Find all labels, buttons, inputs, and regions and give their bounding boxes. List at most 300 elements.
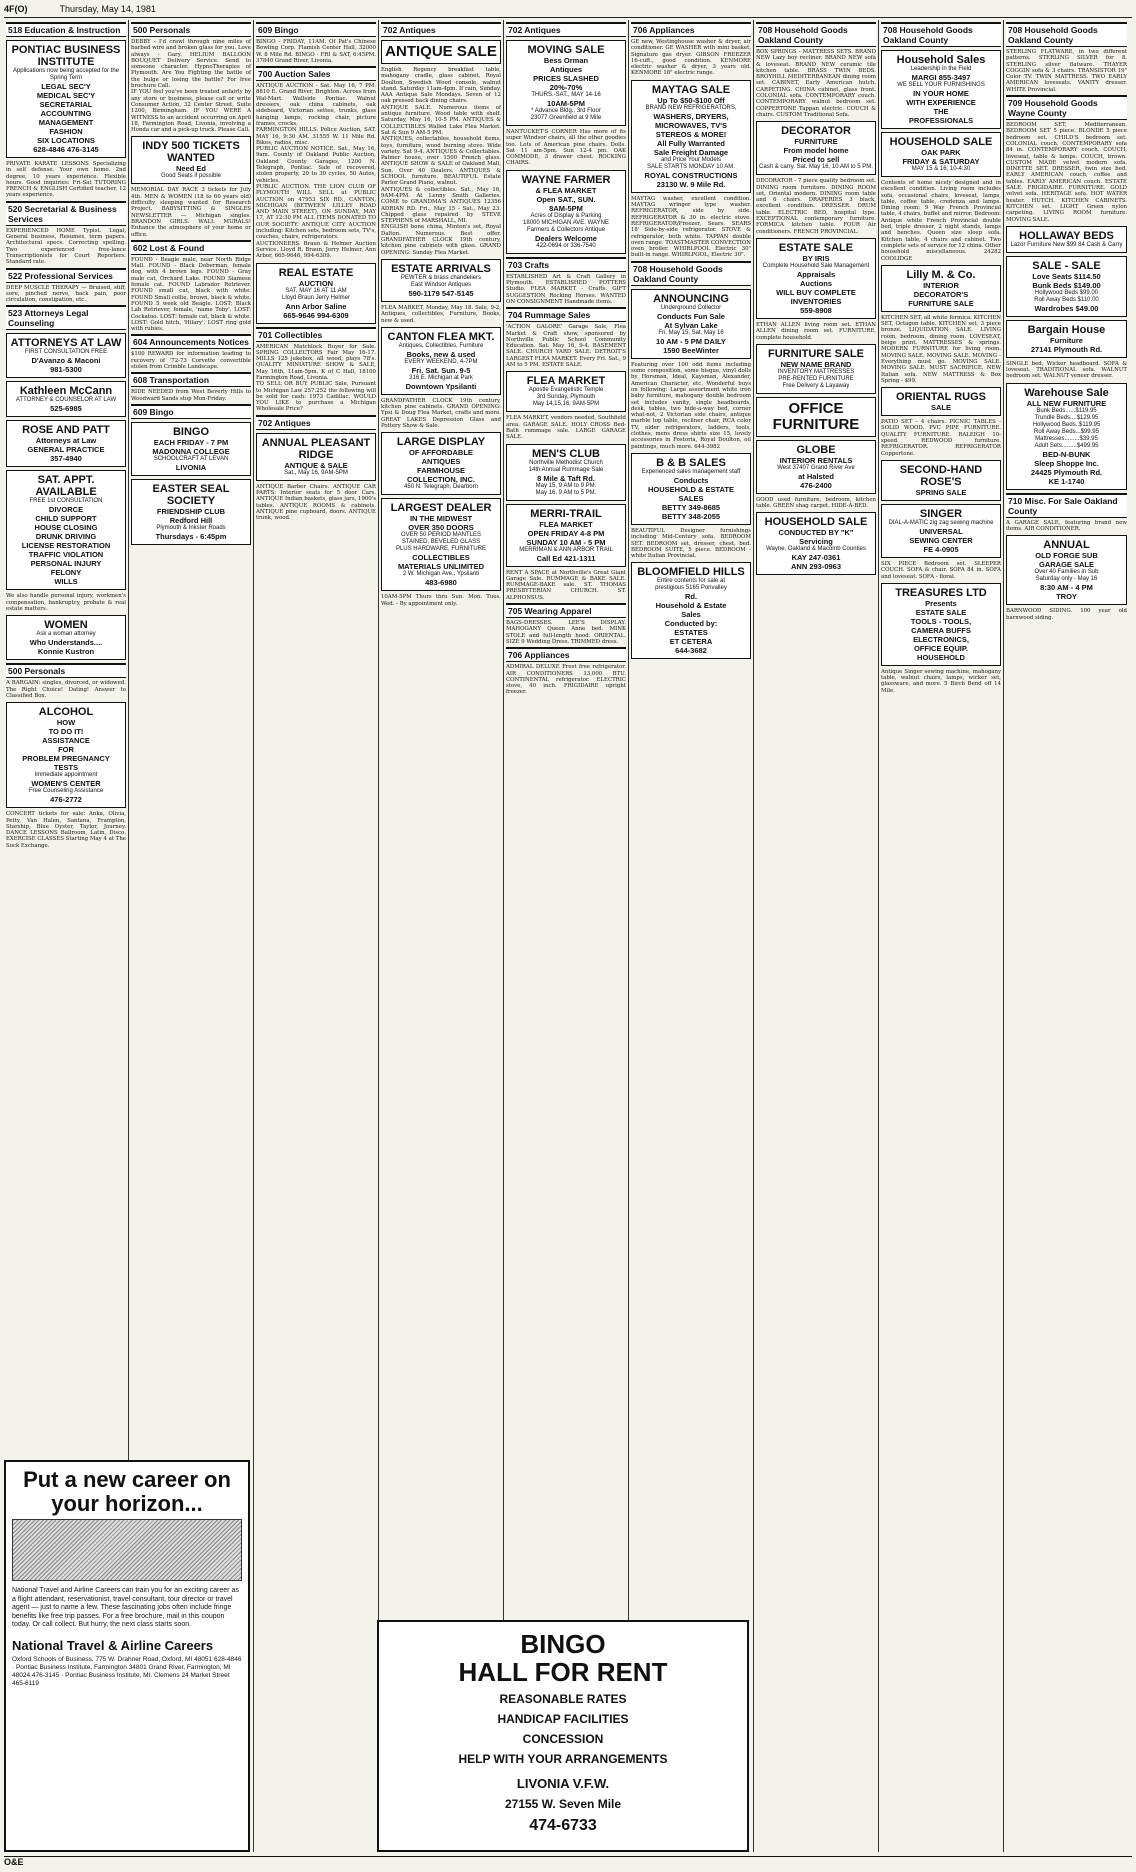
ad-line: FREE 1st CONSULTATION	[29, 498, 103, 505]
ad-line: COLLECTION, INC.	[407, 475, 475, 485]
section-heading: 710 Misc. For Sale Oakland County	[1006, 493, 1127, 518]
ad-line: WOMEN'S CENTER	[31, 779, 101, 789]
ad-line: Experienced sales management staff	[641, 468, 741, 475]
ad-line: MATERIALS UNLIMITED	[397, 562, 485, 572]
ad-line: 23130 W. 9 Mile Rd.	[656, 179, 726, 189]
classified-listing: EXPERIENCED HOME Typist. Legal, General business, Resumes, term papers. Architectural specs. Correcting spelling. Two experienced free-lance Transcriptionists for Court Reporters. Standard rate.	[6, 227, 126, 266]
ad-line: ROYAL CONSTRUCTIONS	[644, 170, 738, 180]
display-ad	[631, 80, 751, 193]
ad-headline: BINGO	[172, 425, 210, 438]
classified-column	[379, 20, 504, 1852]
section-heading: 604 Announcements Notices	[131, 334, 251, 349]
section-heading: 708 Household Goods Oakland County	[881, 22, 1001, 47]
ad-line: FRIDAY & SATURDAY	[902, 157, 980, 166]
ad-headline: ANTIQUE SALE	[385, 43, 497, 60]
ad-line: Furniture	[1050, 335, 1083, 345]
ad-line: KE 1-1740	[1048, 476, 1085, 486]
ad-line: EACH FRIDAY - 7 PM	[153, 437, 229, 447]
ad-line: Conducts	[673, 475, 709, 485]
ad-line: Bunk Beds $149.00	[1032, 280, 1101, 290]
ad-line: ESTATE SALE	[915, 607, 967, 617]
ad-line: CHILD SUPPORT	[35, 514, 97, 524]
ad-line: Immediate appointment	[34, 772, 98, 779]
display-ad	[381, 498, 501, 591]
ad-line: Lloyd Braun Jerry Helmer	[281, 294, 351, 301]
ad-line: Fri. Sat. Sun. 9-5	[411, 365, 471, 375]
ad-line: BETTY 349-8685	[661, 502, 721, 512]
ad-headline: ROSE AND PATT	[22, 424, 110, 437]
display-ad	[756, 440, 876, 494]
ad-line: D'Avanzo & Maconi	[31, 356, 101, 366]
ad-headline: LARGE DISPLAY	[396, 436, 486, 449]
section-heading: 709 Household Goods Wayne County	[1006, 95, 1127, 120]
ad-headline: HOUSEHOLD SALE	[764, 516, 868, 529]
classified-listing: $100 REWARD for information leading to recovery of '72-73 Corvette convertible stolen from Crimble Landscape.	[131, 351, 251, 370]
display-ad	[381, 432, 501, 495]
ad-line: LICENSE RESTORATION	[21, 541, 111, 551]
ad-line: From model home	[783, 146, 849, 156]
ad-headline: WOMEN	[44, 619, 88, 632]
ad-line: Servicing	[799, 537, 833, 547]
ad-line: 1590 BeeWinter	[663, 345, 719, 355]
classified-listing: BOX SPRINGS - MATTRESS SETS. BRAND NEW Lazy boy recliner. BRAND NEW sofa & loveseat. BRAND NEW ceramic tile kitchen table. BRASS TWIN BEDS. BROYHILL MEDITERRANEAN dining room set. CABINET, Early American hutch. CARPETING. CHINA cabinet, glass front. COLONIAL sofa. CONTEMPORARY couch. CONTEMPORARY walnut bedroom set. COPPERTONE Tappan electric. COUCH & chairs. CUSTOM Traditional Sofa.	[756, 49, 876, 118]
ad-line: Call Ed 421-1311	[536, 553, 596, 563]
classified-listing: BINGO - FRIDAY, 11AM. Of Pat's Chinese Bowling Corp. Flamish Center Hall, 32000 W. 8 Mile Rd. BINGO - FRI & SAT, 6:45PM. 37840 Grand River, Livonia.	[256, 39, 376, 64]
ad-line: 27141 Plymouth Rd.	[1030, 344, 1103, 354]
classified-listing: RENT A SPACE at Northville's Great Giant Garage Sale. RUMMAGE & BAKE SALE. RUMMAGE-BAKE sale. ST. THOMAS PRESBYTERIAN CHURCH. ST. ALPHONSUS.	[506, 569, 626, 601]
ad-line: Adult Sets.........$499.95	[1034, 442, 1099, 449]
ad-line: * Advance Bldg., 3rd Floor	[531, 108, 601, 114]
ad-line: SIX LOCATIONS	[37, 136, 95, 145]
ad-line: 357-4940	[50, 454, 82, 464]
ad-line: West 37407 Grand River Ave	[777, 464, 855, 471]
ad-headline: SALE - SALE	[1032, 259, 1101, 272]
classified-listing: Featuring over 100 odd items including some composition, some bisque, vinyl dolls by Horsman, Ideal, Kaysman, Alexander, American Character, etc. Wonderful buys on following: Large assortment white iron baby furniture, mahogany double bedroom set includes vanity, single headboards, desk, tables, two hide-a-way bed, corner what-not, 2 Victorian side chairs, antique marble top table, recliner chair, RCA color TV, older refrigerators, ladders, tools, clothes, mens dress shirts size 15, lovely accessories in Fostoria, Royal Doulton, oil paintings, much more. 644-3982	[631, 361, 751, 450]
ad-line: Trundle Beds....$129.95	[1034, 414, 1099, 421]
display-ad	[381, 259, 501, 302]
ad-line: SCHOOLCRAFT AT LEVAN	[153, 455, 229, 462]
ad-line: HOUSEHOLD & ESTATE	[648, 484, 734, 494]
ad-line: 450 N. Telegraph, Dearborn	[404, 484, 478, 491]
ad-line: 8AM-5PM	[549, 203, 583, 213]
ad-line: Lazor Furniture New $99 84 Cash & Carry	[1010, 241, 1123, 248]
section-heading: 500 Personals	[6, 663, 126, 678]
ad-headline: MERRI-TRAIL	[530, 507, 602, 520]
ad-line: TRAFFIC VIOLATION	[28, 550, 104, 560]
display-ad	[881, 460, 1001, 501]
section-heading: 523 Attorneys Legal Counseling	[6, 305, 126, 330]
ad-line: PERSONAL INJURY	[30, 559, 102, 569]
ad-line: East Windsor Antiques	[410, 281, 472, 288]
bingo-hall-title: HALL FOR RENT	[458, 1657, 668, 1687]
ad-line: ALL NEW FURNITURE	[1026, 398, 1107, 408]
classified-listing: RIDE NEEDED from West Beverly Hills to Woodward Sands stop Mon-Friday.	[131, 389, 251, 402]
ad-headline: Warehouse Sale	[1024, 386, 1109, 399]
ad-line: ATTORNEY & COUNSELOR AT LAW	[15, 397, 117, 404]
display-ad	[506, 371, 626, 412]
ad-line: Antiques, Collectibles, Furniture	[398, 342, 484, 349]
ad-headline: ESTATE ARRIVALS	[391, 262, 491, 275]
ad-line: OVER 350 DOORS	[408, 523, 474, 533]
ad-line: 981-5300	[50, 365, 82, 375]
classified-listing: NANTUCKET'S CORNER Has more of its super Windsor chairs, all the other goodies too. Lots of American pine chairs. Dolls. Sat 11 am-5pm. Sun 12-4 pm. OAK COMMODE, 3 drawer chest. ROCKING CHAIRS.	[506, 129, 626, 167]
classified-listing: PATIO SET - 4 chairs. PICNIC TABLES - SOLID WOOD. PVC PIPE FURNITURE. QUALITY FURNITURE. RALEIGH 10-speed. REDWOOD furniture. REFRIGERATOR. REFRIGERATOR Coppertone.	[881, 419, 1001, 457]
ad-line: 23077 Greenfield at 9 Mile	[530, 115, 602, 121]
display-ad	[1006, 383, 1127, 490]
ad-line: Appraisals	[796, 269, 836, 279]
ad-headline: REAL ESTATE	[278, 266, 354, 279]
ad-line: 628-4846 476-3145	[33, 145, 99, 154]
ad-line: KAY 247-0361	[791, 553, 841, 563]
classified-listing: KITCHEN SET, all white formica. KITCHEN SET, Octagon table. KITCHEN set, 3 piece bronze. LIQUIDATION SALE. LIVING room, bedroom, dining room. LOVESEAT, beige print. MATTRESSES & springs. MODERN FURNITURE for living room. MOVING SALE. MOVING SALE. MOVING - Everything must go. MOVING SALE. MOVING SALE. MUST SACRIFICE. NEW Italian sofa. NEW MATTRESS & Box Spring - $99.	[881, 314, 1001, 384]
display-ad	[881, 132, 1001, 177]
display-ad	[506, 40, 626, 126]
classified-listing: BAGS-DRESSES. LEE'S DISPLAY. MAHOGANY Queen Anne bed. MINK STOLE and full-length hood. ORIENTAL. SIZE 9 Wedding Dress. TRIMMED dress.	[506, 620, 626, 645]
ad-line: Attorneys at Law	[35, 436, 97, 446]
section-heading: 703 Crafts	[506, 257, 626, 272]
ad-line: HOW	[56, 718, 76, 728]
classified-column	[254, 20, 379, 1852]
display-ad	[881, 265, 1001, 312]
ad-line: 18000 MICHIGAN AVE. WAYNE	[523, 219, 609, 226]
ad-line: Wayne, Oakland & Macomb Counties	[766, 546, 866, 553]
section-heading: 609 Bingo	[131, 404, 251, 419]
ad-line: FRIENDSHIP CLUB	[156, 506, 226, 516]
ad-line: BETTY 348-2055	[661, 511, 721, 521]
display-ad	[756, 121, 876, 175]
ad-line: STEREOS & MORE!	[655, 129, 727, 139]
ad-line: FURNITURE	[794, 137, 838, 147]
ad-line: Fri. May 15, Sat. May 16	[658, 329, 724, 336]
classified-listing: ANTIQUE AUCTION - Sat. May 16, 7 PM. 8810 E. Grand River, Brighton. Across from Wal-Mart. Wallside Pontiac. Walnut dressers, oak china cabinets, oak sideboard, Victorian settee, trunks, glass hanging lamps, rocking chair, picture frames, crocks.	[256, 83, 376, 127]
ad-line: Leadership in the Field	[910, 66, 972, 72]
ad-line: DIAL-A-MATIC zig zag sewing machine	[888, 519, 994, 526]
ad-line: At Sylvan Lake	[664, 320, 718, 330]
ad-line: FURNITURE SALE	[908, 298, 974, 308]
ad-line: WASHERS, DRYERS,	[653, 111, 729, 121]
classified-listing: GRANDFATHER CLOCK 19th century, kitchen pine cabinets. GRAND OPENING: Ypsi & Doug Flea Market, crafts and more. GREAT LAKES Depression Glass and Pottery Show & Sale.	[381, 397, 501, 429]
classified-column	[629, 20, 754, 1852]
ad-headline: ORIENTAL RUGS	[895, 391, 987, 404]
ad-line: Who Understands....	[29, 638, 103, 648]
section-heading: 708 Household Goods Oakland County	[756, 22, 876, 47]
ad-line: STAINED, BEVELED GLASS	[401, 539, 481, 546]
classified-listing: ESTABLISHED Art & Craft Gallery in Plymouth. ESTABLISHED POTTERS Studio. FLEA MARKET - Crafts. GIFT SUGGESTION Rocking Horses. WANTED ON CONSIGNMENT Handmade items.	[506, 273, 626, 305]
display-ad	[131, 479, 251, 545]
ad-line: Roll Away Beds $110.00	[1034, 296, 1099, 303]
classified-listing: AMERICAN Matchlock Buyer for Sale. SPRING COLLECTORS Fair May 16-17. MILLS 125 jukebox, all wood, plays 78's. QUALITY MINIATURE SHOW & SALE, May 16th, 11am-5pm. K of C Hall, 18100 Farmington Road, Livonia.	[256, 343, 376, 381]
ad-line: WILL BUY COMPLETE	[776, 287, 856, 297]
classified-listing: FLEA MARKET, Monday, May 18. Sale, 9-2, Antiques, collectibles, Furniture, Books, new & used.	[381, 304, 501, 324]
ad-line: INTERIOR	[923, 280, 959, 290]
ad-line: Underground Collector	[660, 304, 722, 311]
ad-line: Sales	[681, 610, 701, 620]
ad-line: OLD FORGE SUB	[1035, 551, 1098, 561]
ad-line: Love Seats $114.50	[1032, 271, 1101, 281]
ad-headline: OFFICE FURNITURE	[772, 399, 860, 433]
ad-line: Good Seats if possible	[160, 173, 222, 180]
ad-line: May 14,15,16, 9AM-5PM	[532, 401, 600, 408]
display-ad	[1006, 256, 1127, 317]
ad-headline: PONTIAC BUSINESS INSTITUTE	[11, 44, 121, 68]
classified-listing: 'ACTION GALORE' Garage Sale, Flea Market & Craft show, sponsored by Northville Public School Community Education. Sat. May 16, 9-4. BASEMENT SALE. CHURCH YARD SALE. DETROIT'S LARGEST FLEA MARKET. Every Fri. Sat., 9 AM to 5 PM. ESTATE SALE.	[506, 324, 626, 369]
ad-line: FLEA MARKET	[539, 519, 593, 529]
issue-date: Thursday, May 14, 1981	[59, 4, 156, 14]
ad-headline: Bargain House	[1027, 323, 1106, 336]
career-ad-address: Oxford Schools of Business, 775 W. Drahner Road, Oxford, MI 48051 628-4846 · Pontiac Business Institute, Farmington 34801 Grand River, Farmington, MI 48024 476-3145 · Pontiac Business Institute, Mt. Clemens 24 Market Street 465-6119	[12, 1655, 242, 1687]
ad-headline: ESTATE SALE	[778, 241, 854, 254]
classified-listing: DEBBY - I'd crawl through nine miles of barbed wire and broken glass for you. Love always - Gary. HELIUM BALLOON BOUQUET Delivery Service. Send to someone character. HypnoTherapies of Plymouth. Are You Fighting the battle of the bulge or losing the battle? For free brochure Call.	[131, 39, 251, 90]
ad-line: INVENTORY MATTRESSES	[777, 368, 855, 375]
ad-line: Plymouth & Inkster Roads	[156, 524, 226, 531]
career-ad-title: Put a new career on your horizon...	[23, 1467, 231, 1516]
ad-headline: ALCOHOL	[38, 706, 94, 719]
classified-listing: English Regency breakfast table, mahogany cradle, glass cabinet, Royal Doulton, Swedish Wood console, walnut stand. Saturday 11am-4pm. If rain, Sunday. AAA Antique Sale Mondays. Seven of 12 oak pressed back dining chairs.	[381, 67, 501, 105]
classified-listing: ANTIQUES & collectibles. Sat., May 16, 9AM-4PM. At Lenny Smith Galleries. COME to GRANDMA'S ANTIQUES 12356 ADRIAN RD. Fri., May 15 - Sat., May 23. Chipped glass repaired by STEVE STEPHENS of MARSHALL, MI.	[381, 186, 501, 225]
ad-line: DIVORCE	[48, 505, 84, 515]
display-ad	[6, 470, 126, 590]
ad-line: Rd.	[684, 592, 698, 602]
display-ad	[1006, 226, 1127, 253]
ad-line: UNIVERSAL	[919, 526, 963, 536]
section-heading: 700 Auction Sales	[256, 66, 376, 81]
display-ad	[756, 397, 876, 437]
section-heading: 522 Professional Services	[6, 268, 126, 283]
ad-line: 590-1179 547-5145	[408, 288, 474, 298]
ad-line: Free Counseling Assistance	[28, 788, 104, 795]
ad-line: BRAND NEW REFRIGERATORS,	[645, 104, 737, 111]
section-heading: 708 Household Goods Oakland County	[1006, 22, 1127, 47]
ad-line: ANTIQUE & SALE	[284, 460, 348, 470]
ad-headline: Household Sales	[896, 54, 986, 66]
display-ad	[506, 444, 626, 501]
classified-column	[504, 20, 629, 1852]
display-ad	[506, 504, 626, 567]
display-ad	[881, 387, 1001, 416]
ad-headline: TREASURES LTD	[895, 586, 987, 599]
ad-line: TOOLS - TOOLS,	[910, 616, 972, 626]
ad-line: FOR	[58, 745, 74, 755]
classified-listing: AUCTIONEERS. Braun & Helmer Auction Service. Lloyd R. Braun, Jerry Helmer, Ann Arbor, 665-9646, 994-6309.	[256, 240, 376, 260]
bingo-venue: LIVONIA V.F.W.	[516, 1776, 610, 1791]
ad-line: Antiques	[549, 65, 583, 74]
ad-headline: ANNUAL	[1043, 539, 1090, 552]
ad-line: Open SAT., SUN.	[536, 194, 596, 204]
ad-headline: MEN'S CLUB	[531, 447, 600, 460]
section-heading: 500 Personals	[131, 22, 251, 37]
display-ad	[1006, 320, 1127, 358]
ad-line: GENERAL PRACTICE	[27, 445, 105, 455]
display-ad	[631, 453, 751, 525]
ad-line: Konnie Kustron	[37, 647, 95, 657]
ad-line: 665-9646 994-6309	[283, 310, 349, 320]
ad-line: Bunk Beds......$119.95	[1036, 407, 1097, 414]
ad-headline: HOLLAWAY BEDS	[1019, 229, 1114, 242]
ad-headline: SECOND-HAND ROSE'S	[899, 463, 983, 488]
ad-line: BED-N-BUNK	[1042, 449, 1091, 459]
ad-line: Priced to sell	[792, 155, 840, 165]
ad-line: PRICES SLASHED	[533, 74, 599, 83]
classified-listing: ENGLISH bone china, Minton's set, Royal Dalton. Numerous. Best offer. GRANDFATHER CLOCK 19th century, kitchen pine cabinets with glass. GRAND OPENING: Sunday Flea Market.	[381, 224, 501, 256]
page-number: 4F(O)	[4, 4, 28, 14]
display-ad	[631, 562, 751, 659]
ad-line: Presents	[925, 598, 957, 608]
classified-listing: Antique Singer sewing machine, mahogany table, walnut chairs, lamps, wicker set, glassware, and more. 5 Birch Bend off 14 Mile.	[881, 668, 1001, 694]
display-ad	[881, 50, 1001, 129]
bingo-help: HELP WITH YOUR ARRANGEMENTS	[458, 1752, 668, 1766]
classified-listing: PRIVATE KARATE LESSONS Specializing in self defense. Your own home. 2nd degree, 10 years experience. Flexible hours. Good inquiries: Fri-Sat TUTORING FRENCH & ENGLISH Certified teacher, 12 years experience.	[6, 161, 126, 199]
classified-listing: ANTIQUE SALE. Numerous items of antique furniture. Wood table with shelf. Saturday, May 16, 10-5 PM. ANTIQUES & COLLECTIBLES Walled Lake Flea Market. Sat & Sun 9 AM-5 PM.	[381, 104, 501, 136]
ad-line: Mattresses.........$39.95	[1035, 435, 1098, 442]
ad-line: 559-8908	[800, 305, 832, 315]
ad-line: CAMERA BUFFS	[911, 625, 971, 635]
ad-line: SALE STARTS MONDAY 10 AM.	[647, 163, 735, 170]
ad-line: CONDUCTED BY "K"	[778, 528, 854, 538]
ad-line: Free Delivery & Layaway	[782, 382, 850, 389]
ad-line: Redford Hill	[169, 515, 213, 525]
ad-line: PEWTER & brass chandeliers	[400, 274, 482, 281]
section-heading: 518 Education & Instruction	[6, 22, 126, 37]
ad-line: Up To $50-$100 Off	[657, 95, 725, 105]
ad-line: OAK PARK	[921, 148, 961, 157]
ad-line: FIRST CONSULTATION FREE	[24, 349, 108, 356]
bingo-title: BINGO	[520, 1629, 606, 1659]
classified-listing: 10AM-5PM Thurs thru Sun. Mon. Tues. Wed. - By appointment only.	[381, 594, 501, 607]
ad-headline: ANNUAL PLEASANT RIDGE	[261, 436, 371, 461]
ad-line: MEDICAL SEC'Y	[36, 91, 96, 100]
ad-headline: Kathleen McCann	[19, 385, 113, 398]
ad-line: SALES	[678, 493, 704, 503]
ad-line: OF AFFORDABLE	[409, 448, 473, 458]
ad-line: PLUS HARDWARE, FURNITURE	[395, 546, 487, 553]
display-ad	[6, 615, 126, 660]
section-heading: 706 Appliances	[631, 22, 751, 37]
ad-line: OVER 50 PERIOD MANTLES	[400, 532, 482, 539]
ad-headline: WAYNE FARMER	[521, 173, 611, 186]
display-ad	[6, 381, 126, 417]
display-ad	[131, 422, 251, 476]
ad-line: Northville Methodist Church	[529, 459, 603, 466]
section-heading: 609 Bingo	[256, 22, 376, 37]
display-ad	[131, 136, 251, 184]
ad-line: All Fully Warranted	[656, 138, 726, 148]
ad-line: Over 40 Families in Sub	[1034, 569, 1099, 576]
classified-listing: PUBLIC AUCTION NOTICE. Sat., May 16, 9am. County of Oakland Public Auction, Oakland County Garages, 1200 N. Telegraph, Pontiac. Sale of recovered, stolen property, 20 to 30 cycles, 50 Autos, vehicles.	[256, 146, 376, 184]
classified-listing: ANTIQUE Barber Chairs. ANTIQUE CAR PARTS: Interior seats for 5 door Cars. ANTIQUE Indian baskets, glass jars, 1900's tables. ANTIQUE ROOMS & cabinets. ANTIQUE pine cupboard, doors. ANTIQUE trunk, wood.	[256, 483, 376, 522]
display-ad	[6, 333, 126, 378]
ad-line: MERRIMAN & ANN ARBOR TRAIL	[519, 546, 613, 553]
section-heading: 702 Antiques	[506, 22, 626, 37]
ad-line: Hollywood Beds $99.00	[1034, 289, 1099, 296]
ad-line: Bess Orman	[543, 56, 589, 65]
ad-line: DECORATOR'S	[913, 289, 969, 299]
ad-line: Cash & carry. Sat. May 16, 10 AM to 5 PM.	[759, 164, 873, 171]
ad-headline: MOVING SALE	[527, 44, 605, 56]
section-heading: 701 Collectibles	[256, 327, 376, 342]
classified-listing: FLEA MARKET, vendors needed, Southfield area. GARAGE SALE. HOLY CROSS Bed-Bath rummage sale. LARGE GARAGE SALE.	[506, 415, 626, 441]
ad-line: 476-2400	[800, 480, 832, 490]
ad-headline: FLEA MARKET	[526, 375, 606, 388]
ad-line: ACCOUNTING	[40, 109, 92, 118]
section-heading: 602 Lost & Found	[131, 240, 251, 255]
bingo-rates: REASONABLE RATES	[499, 1692, 627, 1706]
career-ad-logo: National Travel & Airline Careers	[12, 1637, 214, 1653]
classified-listing: FARMINGTON HILLS. Police Auction, SAT. MAY 16, 9:30 AM. 31555 W. 11 Mile Rd. Bikes, radios, misc.	[256, 127, 376, 146]
masthead	[4, 2, 1132, 16]
page-footer: O&E	[4, 1856, 1132, 1871]
display-ad	[756, 512, 876, 575]
classified-listing: A GARAGE SALE, featuring brand new items. AIR CONDITIONER.	[1006, 519, 1127, 533]
ad-line: 422-0694 or 336-7540	[536, 242, 596, 249]
ad-line: TROY	[1056, 592, 1077, 602]
ad-line: Acres of Display & Parking	[530, 212, 602, 219]
display-ad	[6, 420, 126, 467]
ad-line: prestigious 5165 Ponvalley	[655, 585, 727, 592]
display-ad	[506, 170, 626, 254]
ad-line: Wardrobes $49.00	[1034, 303, 1099, 313]
ad-line: WE SELL YOUR FURNISHINGS	[897, 82, 985, 88]
ad-line: MADONNA COLLEGE	[152, 446, 230, 456]
ad-line: 24425 Plymouth Rd.	[1030, 467, 1103, 477]
ad-headline: FURNITURE SALE	[768, 347, 864, 360]
ad-line: May 16, 9 AM to 5 PM.	[535, 489, 597, 496]
classified-listing: GE new, Westinghouse washer & dryer, air conditioner. GE WASHER with mini basket, Signature gas dryer. GIBSON FREEZER 16-cuft., good condition. KENMORE electric washer & dryer, 3 years old. KENMORE 18" electric range.	[631, 39, 751, 77]
bingo-handicap: HANDICAP FACILITIES	[497, 1712, 629, 1726]
ad-line: PRE-RENTED FURNITURE	[778, 375, 854, 382]
ad-line: MARGI 855-3497	[911, 73, 971, 82]
ad-line: AUCTION	[298, 278, 334, 288]
section-heading: 702 Antiques	[256, 415, 376, 430]
ad-headline: B & B SALES	[656, 456, 726, 469]
ad-line: ASSISTANCE	[42, 736, 90, 746]
ad-line: Saturday only - May 16	[1035, 576, 1098, 583]
section-heading: 702 Antiques	[381, 22, 501, 37]
ad-line: HOUSE CLOSING	[34, 523, 98, 533]
ad-line: SALE	[930, 403, 951, 413]
ad-line: THURS.-SAT., MAY 14-16	[531, 92, 601, 98]
classified-listing: We also handle personal injury, workmen's compensation, bankruptcy, probate & real estate matters.	[6, 593, 126, 613]
classified-listing: DECORATOR - 7 piece quality bedroom set. DINING room furniture. DINING ROOM set, Oriental modern. DINING room table and 6 chairs. DRAPERIES 3 black, excellent condition. DRESSER. DRUM table. ELECTRIC BED, hospital type. EXCEPTIONAL contemporary furniture. FORMICA kitchen table. FOUR Air conditioners. FRENCH PROVINCIAL.	[756, 178, 876, 235]
classified-listing: BARNWOOD SIDING. 100 year old barnwood siding.	[1006, 608, 1127, 621]
ad-line: Sleep Shoppe Inc.	[1034, 458, 1099, 468]
ad-line: at Halsted	[798, 471, 834, 481]
ad-line: Conducts Fun Sale	[657, 311, 725, 321]
classified-listing: BEAUTIFUL Designer furnishings including Mid-Century sofa. BEDROOM SET. BEDROOM set, dresser, chest, bed. BEDROOM SUITE, 5 piece. BEDROOM - white Italian Provincial.	[631, 527, 751, 560]
ad-line: Conducted by:	[664, 619, 718, 629]
classified-listing: SINGLE bed, Wicker headboard. SOFA & loveseat. TRADITIONAL sofa. WALNUT bedroom set. WALNUT veneer dresser.	[1006, 360, 1127, 380]
ad-line: 10AM-5PM	[547, 99, 585, 108]
ad-line: Apostle Evangelistic Temple	[528, 387, 604, 394]
ad-line: ET CETERA	[669, 637, 713, 647]
ad-line: May 15, 9 AM to 9 PM.	[535, 482, 597, 489]
classified-column	[1004, 20, 1129, 1852]
ad-line: & FLEA MARKET	[535, 185, 597, 195]
career-ad	[4, 1460, 250, 1852]
ad-line: Hollywood Beds..$119.95	[1032, 421, 1101, 428]
ad-line: Household & Estate	[655, 601, 727, 611]
classified-listing: Contents of home nicely designed and in excellent condition. Living room includes sofa, occasional chairs, loveseat, lamps, table, coffee table, credenza and lamps. Dining room: 9 Way French Provincial table, 4 chairs, buffet and mirror. Bedroom: Antique white French Provincial double bed, triple dresser, 2 night stands, lamps and benches. Queen size sleep sofa. Kitchen table, 4 chairs and cabinet. Two complete sets of service for 12 china. Other household miscellaneous. 24282 COOLIDGE	[881, 180, 1001, 262]
ad-line: WILLS	[54, 577, 78, 587]
ad-line: MICROWAVES, TV'S	[654, 120, 728, 130]
ad-line: BY IRIS	[802, 253, 830, 263]
display-ad	[256, 433, 376, 481]
classified-listing: SIX PIECE Bedroom set. SLEEPER COUCH. SOFA & chair. SOFA 84 in. SOFA and loveseat. SOFA - floral.	[881, 560, 1001, 580]
ad-line: INVENTORIES	[790, 296, 842, 306]
ad-line: GARAGE SALE	[1038, 560, 1094, 570]
airplane-illustration	[12, 1519, 242, 1581]
ad-line: 483-6980	[425, 578, 457, 588]
ad-line: TO DO IT!	[48, 727, 84, 737]
